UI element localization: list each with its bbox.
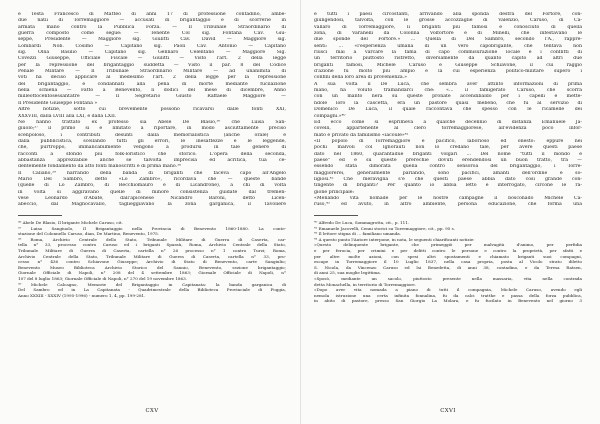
footnote-line: ⁴¹ Emanuele Jacovelli, Cenni storici su Torremaggiore, cit., pp. 95 s. — [314, 225, 456, 231]
footnote-line: ³⁷ Luisa Sangiuolo, Il Brigantaggio nella Provincia di Benevento 1860-1880. La conte- — [18, 225, 286, 231]
footnote-line: ³⁸ Roma, Archivio Centrale dello Stato, Tribunale Militare di Guerra di Caserta, car- — [18, 236, 286, 242]
footnote-line: in abito di pastore, presso San Giorgio La Molara, e fu fucilato in Benevento nel giorno 3 — [314, 298, 582, 304]
body-line: paese" ed è su queste prerechie dovuti erendendosi un buon tratto, tra — — [314, 157, 582, 163]
footnote-line: di anni 25, sua moglie legittima. — [314, 270, 382, 276]
body-line: (quelle di Lo Zambro, di Recchiomauro e di Licandrone), a chi di volta — [18, 183, 286, 189]
footnote-line: ³⁹ Michele Calcagno, Memorie del Brigantaggio in Capitanata: la banda garganica di — [18, 281, 286, 287]
body-line: d'azione fu molto più ampio e la cui esperienza politico-militare superò i — [314, 69, 582, 75]
body-line: zona, di Varanelli da Colonna Volfortore e di Minelli, che infestavano le — [314, 31, 582, 37]
footnote-line: ³⁶ Abele De Blasio, Il brigante Michele Caruso, cit. — [18, 220, 123, 225]
body-line: guerra composto come segue: — Tenente Col sig. Fontana Cav. Giu- — [18, 31, 286, 37]
body-line: e Testa Francesco di Matteo di anni 17 di professione contadino, ambe- — [18, 12, 286, 17]
body-line: due sponde del Fortore.» ... Quella di Del Sambro, secondo l'A., rappre- — [314, 37, 582, 43]
body-line: che, purtroppo, immancabilmente vengono a prodursi in tale genere di — [18, 145, 286, 151]
body-line: covelli, appartenente al clero torremaggiorese, all'evidenza poco infor- — [314, 126, 582, 132]
body-line: Domenico De Luca, il quale raccontava che spesso con le ricamelle dei — [314, 107, 582, 113]
body-line: Il Presidente Giuseppe Fontana » — [18, 100, 98, 106]
body-line: racconti a sfondo più folk-loristico che storico. L'opera della seconda, — [18, 151, 286, 157]
body-line: Ne hanno trattato ex professo sia Abele De Blasio,³⁶ che Luisa San- — [18, 119, 286, 125]
footnote-line: Benevento Museo Biblioteca Archivio Storico del Sannio, Benevento, sezione brigantaggio; — [18, 264, 286, 270]
body-line: riusci mai a varcare la fama di capo commisurazione locale e i conflitti di — [314, 50, 582, 56]
body-line: con un manto nera su queste pronate accendibaldo per i capelli e mette- — [314, 94, 582, 100]
footnote-line: ⁴² Il lettore stigna di ... familiano umanda. — [314, 231, 402, 237]
body-line: Altre notizie, sotto cui brevemente possono ricavarsi dalle fonti XXI, — [18, 107, 286, 113]
body-line: gione principale: — [314, 189, 355, 195]
body-line: nella schiena — Fatto a Benevento, li dodici del mese di dicembre, Anno — [18, 88, 286, 94]
right-page — [314, 12, 582, 412]
footnote-line: per altre molte azioni, con spesi altri spostamenti e chiamato briganti suoi compagni, — [314, 253, 582, 259]
body-line: due natii di Torremaggiore — accusati di brigantaggio e di scorrerie in — [18, 18, 286, 24]
body-line: Covezzi Giuseppe, Ufficiale Fiscale — Giulitti — Visto l'art. 2 della legge — [18, 56, 286, 62]
right-page-footnotes — [314, 220, 582, 304]
body-line: abbastanza apprezzabile anche se talvolta imprecisa ed acritica, tua ce- — [18, 157, 286, 163]
footnote-line: ⁴³ A questo punto l'Autore interpone, in nota, le seguenti chiarificanti notizie: — [314, 236, 475, 242]
footnote-line: 107 del 8 luglio 1863; Giornale Officiale di Napoli, n° 270 del 19 novembre 1863. — [18, 275, 188, 281]
footnote-line: Anno XXXIII - XXXIV (1995-1996) - numero 1, 4, pp. 199-281. — [18, 292, 146, 298]
footnote-line: Del Sambro ed in La Capitanata - Quadrimestrale della Biblioteca Provinciale di Foggia, — [18, 287, 286, 293]
body-line: ligiosi.⁴² Che meraviglia s'è che questi paese abbia dato così grande con- — [314, 176, 582, 182]
left-page-body — [18, 12, 286, 209]
footnote-line: stazione del Colonnello Caruso, dian, De Martino, Benevento, 1975. — [18, 231, 160, 237]
body-line: Il Caliano,³⁹ narrando della banda di briganti che faceva capo all'Angelo — [18, 170, 286, 176]
footnote-line: nemola istruzione una certa infinita fonnalina, fu da calci tratthe e passa della forza pubblica, — [314, 292, 582, 298]
footnote-line: Tribunale Militare di Guerra di Caserta, cartella n° 26 processo n° 1 contro Turzi; Roma, — [18, 247, 286, 253]
body-line: milleottocentosessantatre — Il Segretario Giusto Raffaele Maggiore — — [18, 94, 286, 100]
body-line: abeccio, dal Magnocavallo, taglieggiavano la zona garganica, il Tavoliere — [18, 202, 286, 208]
body-line: ruso,⁴³ ed avuto, in altro ambiente, persona educazione, che forma una — [314, 202, 582, 208]
body-line: giuolo;³⁷ il primo si è limitato a riportare, in modo asciuttamente preciso — [18, 126, 286, 132]
body-line: del brigantaggio, e condannati alla pena di morte mediante fucilazione — [18, 81, 286, 87]
body-line: armata mano contro la Pubblica Forza. — Il Tribunale Straordinario di — [18, 24, 286, 30]
body-line: seppe, Presidente — Maggiore sig. Giulitti Cav. David — Maggiore sig. — [18, 37, 286, 43]
body-line: per la repressione del brigantaggio suddetta — Visto il par. 8 del Codice — [18, 62, 286, 68]
right-page-body — [314, 12, 582, 209]
body-line: tingente di briganti? Per quanto io abbia letto e interrogato, circone le ra- — [314, 183, 582, 189]
body-line: e tutti i paesi circostanti, arrivando alla sponda destra del Fortore, con- — [314, 12, 582, 17]
body-line: dato nel 1860, quarantadue briganti volgari ... Del nome "tutti il mondo è — [314, 151, 582, 157]
body-line: giungendosi, talvolta, con le grosse accozzaglie di Valenzio, Caruso, di Ca- — [314, 18, 582, 24]
body-line: mato e privato da familismo «iacoule»⁴¹ — [314, 132, 409, 138]
body-line: XXXVIII, dalla LVIII alla LXI, e dalla LXII. — [18, 113, 117, 119]
body-line: «Menando vita nomade per le nostre campagne il bosconado Michele Ca- — [314, 195, 582, 201]
body-line: dentemente fondamento da atto fonti manoscritti e di prima mano.³⁸ — [18, 164, 181, 170]
page-number: CXV — [145, 408, 159, 414]
footnote-rule — [18, 215, 62, 216]
footnote-line: Giornale Officiale di Napoli, n° 208 del 4 settembre 1863; Giornale Officiale di Napoli, n° — [18, 270, 286, 276]
body-line: Ed ecco come si esprimeva a qualche decennio di distanza Emanuele Ja- — [314, 119, 582, 125]
body-line: essendo stata dimorata quella contro sensoroa del brigantaggio, i Torre- — [314, 164, 582, 170]
body-line: maggiorerei, generalmente parlando, sono pacifici, amanti dell'ordine e so- — [314, 170, 582, 176]
body-line: mano, ha voluto tramandarci che: «... il famigerato Caruso, che scorrá — [314, 88, 582, 94]
body-line: senti: ... «l'esperienza umana di un vero capobrigante, che tentava non — [314, 43, 582, 49]
footnote-line: tella n° 33, processo contro Caruso ed i briganti Sparaù, Roma, Archivio Centrale della Stato, — [18, 242, 286, 248]
footnote-line: «Sposò, mediante un sacolo, piuttosto presente nella massaria, vita nella contrada — [314, 275, 582, 281]
body-line: confini della loro area di provenienza.» — [314, 75, 408, 81]
footnote-line: e per ferocia, per crimini e per delitti contro le persone e contro la proprietà, per sfatti e — [314, 247, 582, 253]
footnote-rule — [314, 215, 358, 216]
body-line: in volta si aggiravano quelle di minore consistenza guidate dal tremen- — [18, 189, 286, 195]
body-line: «Il popolo di Torremaggiore è pacifico, laborioso ed onesto: eppure nei — [314, 138, 582, 144]
body-line: pochi malvoli col Ignorauti non lo credano tale, per avere questi paese — [314, 145, 582, 151]
left-page — [18, 12, 286, 412]
body-line: dalla pubblicistica, scellando tutti gli errori, le inesattezze e le leggende, — [18, 138, 286, 144]
body-line: briganti famosi, Michele Caruso e Giuseppe Schiavone, il cui raggio — [314, 62, 582, 68]
body-line: vese Leonardo d'Abate, dall'apicenese Nicandro Baroni, detto Licen- — [18, 195, 286, 201]
body-line: Penale Militare — Il Tribunale Straordinario Militare — ad unanimità di — [18, 69, 286, 75]
body-line: Mario Del Sambro, detto «Lo Zambro», ricordava che — queste bande — [18, 176, 286, 182]
body-line: ndole loro la cascetta, era un pastore quasi mebeno, che fu al servizio di — [314, 100, 582, 106]
footnote-line: cesso n° 436 contro Schiavone Giuseppe; Archivio di Stato di Benevento, carte Sangiulio; — [18, 259, 286, 265]
body-line: un territorio piuttosto ristretto, diversamente da quanto capitò ad altri due — [314, 56, 582, 62]
footnote-line: ⁴⁰ Alfredo De Luca, Sommagrotta, cit., p. 111. — [314, 220, 410, 225]
body-line: vallaro di Torremaggiore, li briganti più famosi e conosciuto di quella — [314, 24, 582, 30]
body-line: sig. Ollia Basilio — Capitano sig. Gennaro Celentano — Maggiore Sig. — [18, 50, 286, 56]
footnote-line: Archivio Centrale della Stato, Tribunale Militare di Guerra di Caserta, cartella n° 33, pro- — [18, 253, 286, 259]
left-page-footnotes — [18, 220, 286, 298]
body-line: Lombardi Nob. Cosimo — Capitano sig. Paoli Cav. Antonio — Capitano — [18, 43, 286, 49]
footnote-line: S. Nicola, da Vincenzo Caruso ed Isi Benedetta, di anni 38, contadino, e da Teresa Ratsen, — [314, 264, 582, 270]
footnote-line: escape in Torremaggiore il 10 Luglio 1837, nella casa propria, posta al Vicolo strato diletto — [314, 259, 582, 265]
page-fold — [300, 0, 301, 424]
footnote-line: «Dopo aver vita nomada a piano di tutti il compagnia, Michele Caruso, avendo egli — [314, 287, 582, 293]
page-number: CXVI — [440, 408, 456, 414]
footnote-line: «Questo delinquente brigante, che primeggiò per malvagità d'animo, per perfidia — [314, 242, 582, 248]
body-line: voti ha deciso applicare al medesimo l'art. 2 della legge per la repressione — [18, 75, 286, 81]
body-line: A sua volta il De Luca, che sembra aver attinto informazioni di prima — [314, 81, 582, 87]
body-line: compagni.»⁴⁰ — [314, 113, 346, 119]
footnote-line: detta Monachella, in territorio di Torremaggiore. — [314, 281, 416, 287]
body-line: scenpoloso, i contributi desunti dalla memorialistica (anche orale) e — [18, 132, 286, 138]
